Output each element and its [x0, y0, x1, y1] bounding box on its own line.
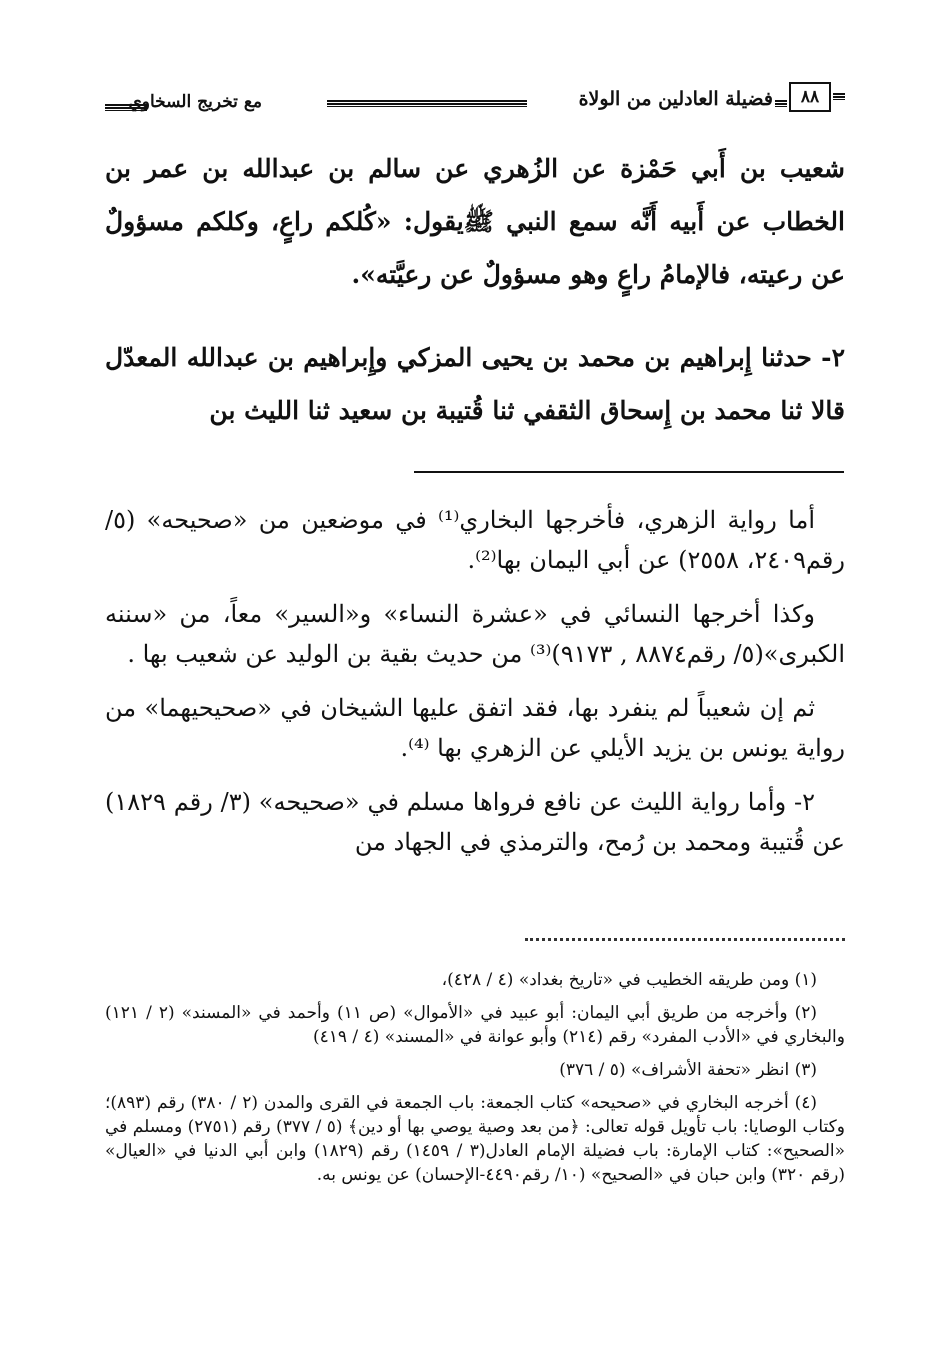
commentary-paragraph: ثم إن شعيباً لم ينفرد بها، فقد اتفق عليها الشيخان في «صحيحيهما» من رواية يونس بن يزيد الأيلي عن الزهري بها ⁽⁴⁾.: [105, 694, 845, 762]
text-separator: [414, 471, 844, 473]
main-text: [105, 142, 845, 437]
isnad-2: ٢- حدثنا إِبراهيم بن محمد بن يحيى المزكي وإِبراهيم بن عبدالله المعدّل قالا ثنا محمد بن إِسحاق الثقفي ثنا قُتيبة بن سعيد ثنا الليث بن: [105, 343, 845, 425]
hadith-text: شعيب بن أَبي حَمْزة عن الزُهري عن سالم بن عبدالله بن عمر بن الخطاب عن أَبيه أَنَّه سمع النبي ﷺيقول: «كُلكم راعٍ، وكلكم مسؤولٌ عن رعيته، فالإمامُ راعٍ وهو مسؤولٌ عن رعيَّته».: [105, 154, 845, 289]
commentary-paragraph: ٢- وأما رواية الليث عن نافع فرواها مسلم في «صحيحه» (٣/ رقم ١٨٢٩) عن قُتيبة ومحمد بن رُمح، والترمذي في الجهاد من: [105, 788, 845, 856]
footnotes: [105, 968, 845, 1196]
running-book-title: مع تخريج السخاوي: [128, 92, 262, 112]
footnote-2: (٢) وأخرجه من طريق أبي اليمان: أبو عبيد في «الأموال» (ص ١١) وأحمد في «المسند» (٢ / ١٢١) والبخاري في «الأدب المفرد» رقم (٢١٤) وأبو عوانة في «المسند» (٤ / ٤١٩): [105, 1003, 845, 1047]
page-number-mark: [833, 93, 845, 100]
footnote-3: (٣) انظر «تحفة الأشراف» (٥ / ٣٧٦): [559, 1060, 817, 1080]
header-rule-right: [775, 100, 787, 107]
header-rule-middle: [327, 100, 527, 107]
page-number: ٨٨: [789, 82, 831, 112]
running-chapter-title: فضيلة العادلين من الولاة: [578, 88, 773, 110]
commentary-paragraph: أما رواية الزهري، فأخرجها البخاري⁽¹⁾ في موضعين من «صحيحه» (٥/ رقم٢٤٠٩، ٢٥٥٨) عن أبي اليمان بها⁽²⁾.: [105, 506, 845, 574]
footnote-4: (٤) أخرجه البخاري في «صحيحه» كتاب الجمعة: باب الجمعة في القرى والمدن (٢ / ٣٨٠) رقم (٨٩٣)؛ وكتاب الوصايا: باب تأويل قوله تعالى: ﴿من بعد وصية يوصي بها أو دين﴾ (٥ / ٣٧٧) رقم (٢٧٥١) ومسلم في «الصحيح»: كتاب الإمارة: باب فضيلة الإمام العادل(٣ / ١٤٥٩) رقم (١٨٢٩) وابن أبي الدنيا في «العيال» (رقم ٣٢٠) وابن حبان في «الصحيح» (١٠/ رقم٤٤٩٠-الإحسان) عن يونس به.: [105, 1093, 845, 1185]
footnote-separator: [525, 938, 845, 941]
commentary-paragraph: وكذا أخرجها النسائي في «عشرة النساء» و«السير» معاً، من «سننه الكبرى»(٥/ رقم٨٨٧٤ , ٩١٧٣)⁽³⁾ من حديث بقية بن الوليد عن شعيب بها .: [105, 600, 845, 668]
footnote-1: (١) ومن طريقه الخطيب في «تاريخ بغداد» (٤ / ٤٢٨)،: [441, 970, 817, 990]
page-header: [105, 70, 845, 120]
commentary: [105, 500, 845, 876]
